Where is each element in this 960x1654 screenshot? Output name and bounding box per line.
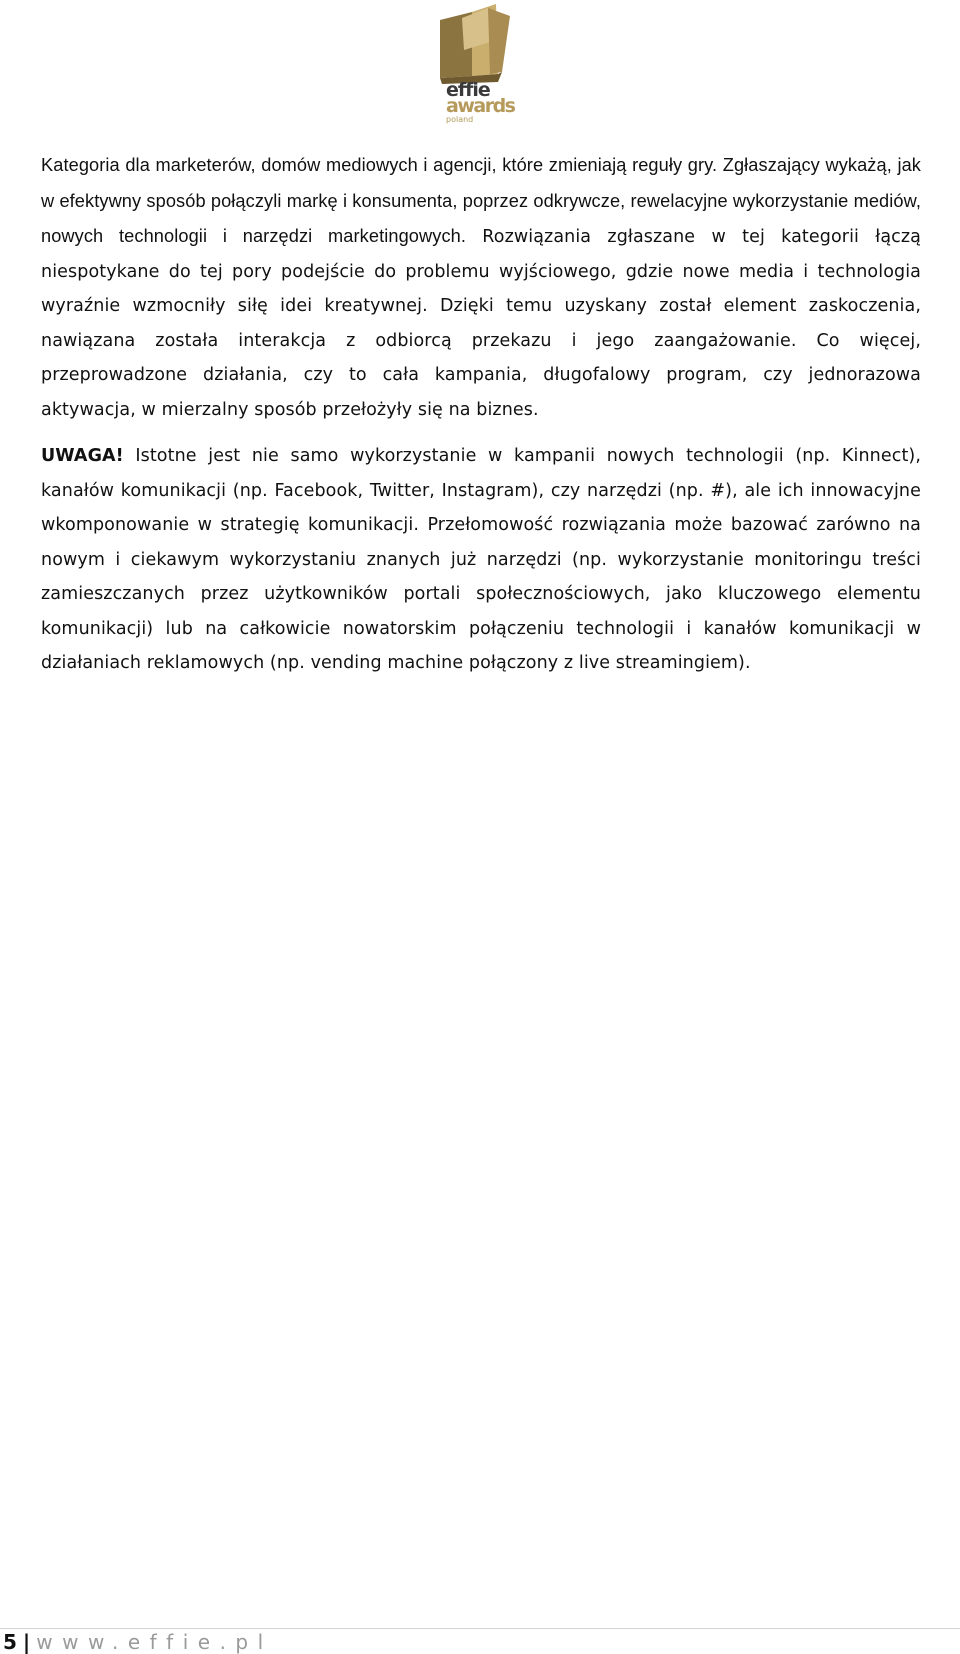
website-link[interactable]: www.effie.pl: [36, 1630, 273, 1654]
paragraph-category-description: [41, 148, 921, 427]
logo-word-poland: poland: [446, 115, 474, 124]
paragraph-1-part-3: Co więcej, przeprowadzone działania, czy to cała kampania, długofalowy program, czy jednorazowa aktywacja, w mierzalny sposób przełożyły się na biznes.: [41, 330, 921, 420]
document-body: [41, 148, 921, 681]
logo-word-effie: effie: [446, 79, 490, 101]
footer-divider: [0, 1628, 960, 1629]
paragraph-warning: [41, 439, 921, 681]
paragraph-1-part-1: Kategoria dla marketerów, domów mediowych i agencji, które zmieniają reguły gry. Zgłaszający wykażą, jak w efektywny sposób połączyli markę i konsumenta, poprzez odkrywcze, rewelacyjne wykorzystanie mediów, nowych technologii i narzędzi marketingowych.: [41, 155, 921, 246]
footer-separator: |: [22, 1630, 31, 1654]
warning-label: UWAGA!: [41, 446, 124, 466]
paragraph-1-part-2: Rozwiązania zgłaszane w tej kategorii łączą niespotykane do tej pory podejście do problemu wyjściowego, gdzie nowe media i technologia wyraźnie wzmocniły siłę idei kreatywnej. Dzięki temu uzyskany został element zaskoczenia, nawiązana została interakcja z odbiorcą przekazu i jego zaangażowanie.: [41, 227, 921, 351]
effie-awards-trophy-icon: [432, 2, 524, 126]
logo-word-awards: awards: [446, 95, 515, 117]
paragraph-2-part-2: Przełomowość rozwiązania może bazować zarówno na nowym i ciekawym wykorzystaniu znanych już narzędzi (np. wykorzystanie monitoringu treści zamieszczanych przez użytkowników portali społecznościowych, jako kluczowego elementu komunikacji) lub na całkowicie nowatorskim połączeniu technologii i kanałów komunikacji w działaniach reklamowych (np. vending machine połączony z live streamingiem).: [41, 515, 922, 673]
page-number: 5: [3, 1630, 17, 1654]
effie-awards-logo: [432, 2, 524, 126]
page-footer: [3, 1630, 273, 1654]
paragraph-2-part-1: Istotne jest nie samo wykorzystanie w kampanii nowych technologii (np. Kinnect), kanałów komunikacji (np. Facebook, Twitter, Instagram), czy narzędzi (np. #), ale ich innowacyjne wkomponowanie w strategię komunikacji.: [41, 446, 921, 535]
